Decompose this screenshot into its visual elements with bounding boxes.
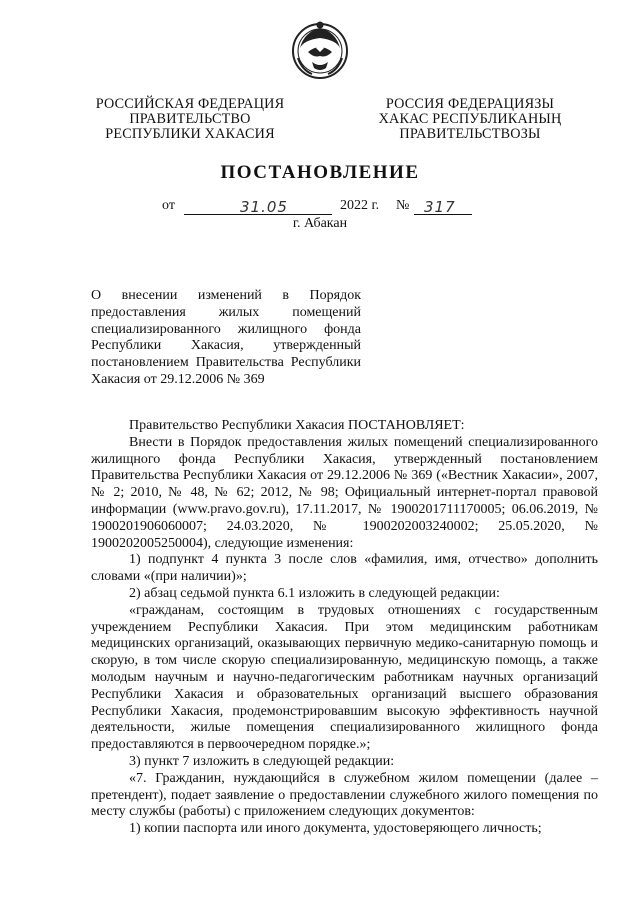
decree-intro: Правительство Республики Хакасия ПОСТАНОВЛЯЕТ: xyxy=(129,418,465,433)
amendment-item-3-sub-1: 1) копии паспорта или иного документа, удостоверяющего личность; xyxy=(129,821,542,837)
number-sign: № xyxy=(396,198,410,213)
header-left-block xyxy=(60,97,320,142)
subject-block xyxy=(91,288,361,389)
date-handwritten: 31.05 xyxy=(240,198,288,216)
subject-line: О внесении изменений в Порядок xyxy=(91,288,361,303)
amendment-item-3: 3) пункт 7 изложить в следующей редакции: xyxy=(129,753,395,769)
header-left-line: ПРАВИТЕЛЬСТВО xyxy=(129,111,251,127)
subject-line: Республики Хакасия, утвержденный xyxy=(91,338,361,354)
subject-line: Хакасия от 29.12.2006 № 369 xyxy=(91,371,265,387)
amendment-item-1: 1) подпункт 4 пункта 3 после слов «фамилия, имя, отчество» дополнить словами «(при наличии)»; xyxy=(91,552,598,585)
year-text: 2022 г. xyxy=(340,198,380,213)
subject-line: специализированного жилищного фонда xyxy=(91,321,361,337)
date-prefix: от xyxy=(162,198,175,213)
subject-line: предоставления жилых помещений xyxy=(91,304,361,320)
header-right-block xyxy=(355,97,585,142)
header-right-line: ХАКАС РЕСПУБЛИКАНЫҢ xyxy=(378,111,562,127)
main-paragraph: Внести в Порядок предоставления жилых помещений специализированного жилищного фонда Республики Хакасия, утвержденный постановлением Правительства Республики Хакасия от 29.12.2006 № 369 («Вестник Хакасии», 2007, № 2; 2010, № 48, № 62; 2012, № 98; Официальный интернет-портал правовой информации (www.pravo.gov.ru), 17.11.2017, № 1900201711170005; 06.06.2019, № 1900201906060007; 24.03.2020, № 1900202003240002; 25.05.2020, № 1900202005250004), следующие изменения: xyxy=(91,434,598,551)
date-number-line xyxy=(162,198,522,216)
header-right-line: ПРАВИТЕЛЬСТВОЗЫ xyxy=(399,126,541,142)
document-body xyxy=(91,418,598,838)
amendment-item-2: 2) абзац седьмой пункта 6.1 изложить в следующей редакции: xyxy=(129,585,500,601)
amendment-item-3-quote: «7. Гражданин, нуждающийся в служебном жилом помещении (далее – претендент), подает заявление о предоставлении служебного жилого помещения по месту службы (работы) с приложением следующих документов: xyxy=(91,770,598,820)
header-right-line: РОССИЯ ФЕДЕРАЦИЯЗЫ xyxy=(385,96,555,112)
coat-of-arms-emblem xyxy=(290,18,350,80)
city-name: г. Абакан xyxy=(292,216,348,231)
subject-line: постановлением Правительства Республики xyxy=(91,355,361,371)
document-title: ПОСТАНОВЛЕНИЕ xyxy=(220,162,420,183)
number-handwritten: 317 xyxy=(424,198,456,216)
header-left-line: РОССИЙСКАЯ ФЕДЕРАЦИЯ xyxy=(95,96,285,112)
amendment-item-2-quote: «гражданам, состоящим в трудовых отношениях с государственным учреждением Республики Хакасия. При этом медицинским работникам медицинских организаций, оказывающих первичную медико-санитарную помощь и скорую, в том числе скорую специализированную, медицинскую помощь, а также молодым научным и научно-педагогическим работникам научных организаций Республики Хакасия и образовательных организаций высшего образования Республики Хакасия, продемонстрировавшим высокую эффективность научной деятельности, жилые помещения специализированного жилищного фонда предоставляются в первоочередном порядке.»; xyxy=(91,602,598,753)
header-left-line: РЕСПУБЛИКИ ХАКАСИЯ xyxy=(105,126,275,142)
